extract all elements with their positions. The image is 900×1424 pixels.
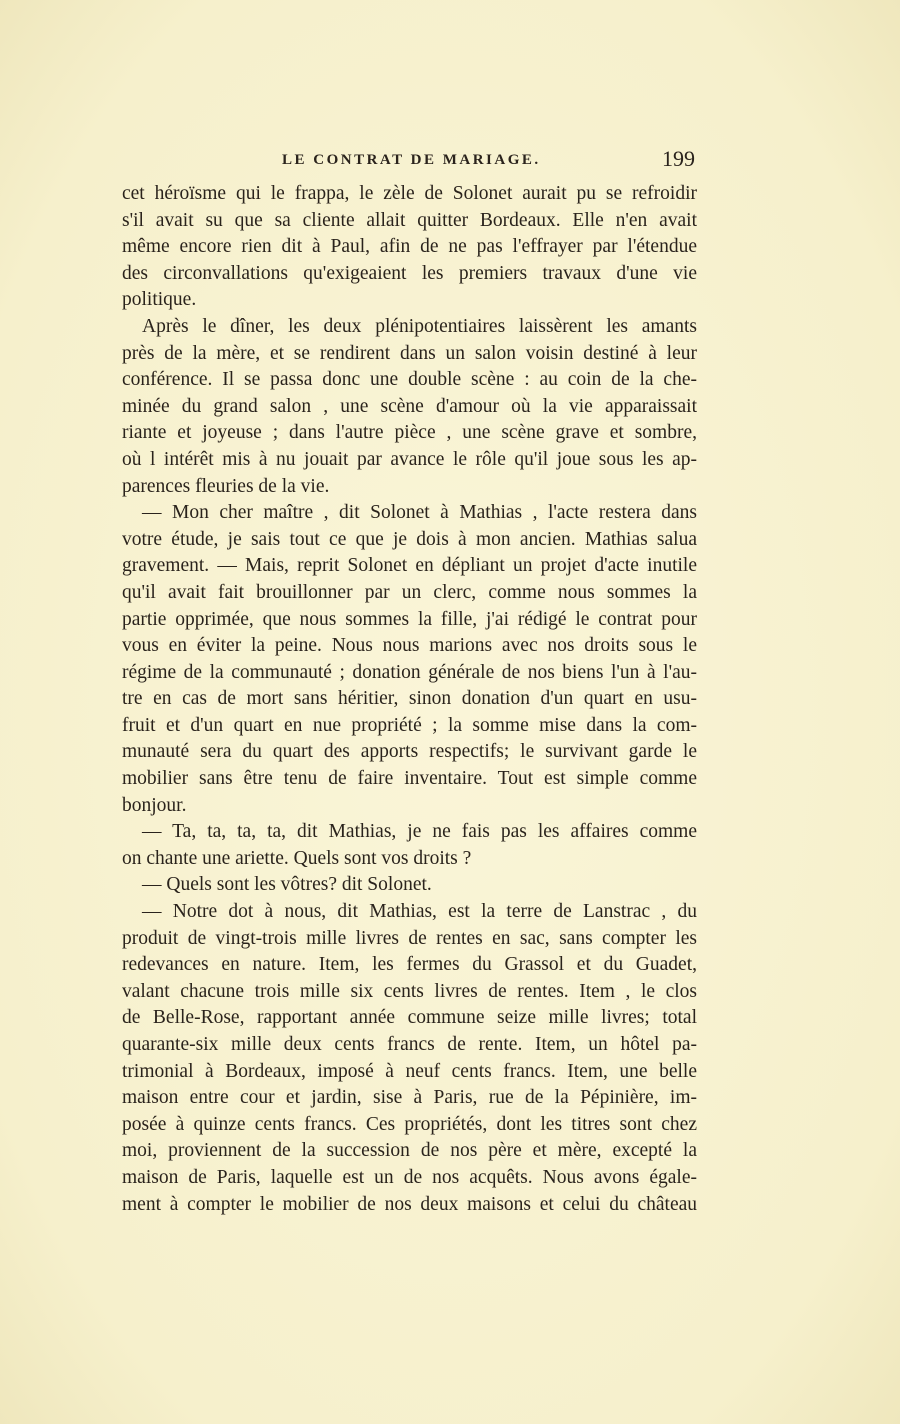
text-line: — Ta, ta, ta, ta, dit Mathias, je ne fais pas les affaires comme [142,821,697,843]
running-head [122,146,697,176]
text-line: maison de Paris, laquelle est un de nos acquêts. Nous avons égale- [122,1166,697,1188]
chapter-title: LE CONTRAT DE MARIAGE. [282,152,541,168]
text-line: gravement. — Mais, reprit Solonet en dépliant un projet d'acte inutile [122,555,697,577]
text-line: même encore rien dit à Paul, afin de ne pas l'effrayer par l'étendue [122,236,697,258]
text-line: quarante-six mille deux cents francs de rente. Item, un hôtel pa- [122,1034,697,1055]
text-line: cet héroïsme qui le frappa, le zèle de Solonet aurait pu se refroidir [122,183,697,204]
text-line: parences fleuries de la vie. [122,475,330,497]
text-line: — Quels sont les vôtres? dit Solonet. [142,874,432,896]
text-line: — Mon cher maître , dit Solonet à Mathias , l'acte restera dans [142,502,697,524]
body-text [122,181,697,1218]
text-line: où l intérêt mis à nu jouait par avance le rôle qu'il joue sous les ap- [122,448,697,470]
paragraph [122,500,697,819]
text-line: près de la mère, et se rendirent dans un salon voisin destiné à leur [122,342,697,364]
text-line: produit de vingt-trois mille livres de rentes en sac, sans compter les [122,927,697,949]
text-line: partie opprimée, que nous sommes la fille, j'ai rédigé le contrat pour [122,608,697,630]
paragraph [122,819,697,872]
text-line: bonjour. [122,794,187,816]
text-line: qu'il avait fait brouillonner par un clerc, comme nous sommes la [122,581,697,603]
paragraph [122,181,697,314]
text-line: moi, proviennent de la succession de nos père et mère, excepté la [122,1140,697,1162]
paragraph [122,899,697,1218]
text-line: vous en éviter la peine. Nous nous marions avec nos droits sous le [122,635,697,657]
page-number: 199 [662,146,695,171]
text-line: mobilier sans être tenu de faire inventaire. Tout est simple comme [122,768,697,790]
text-line: redevances en nature. Item, les fermes du Grassol et du Guadet, [122,954,697,976]
text-line: posée à quinze cents francs. Ces propriétés, dont les titres sont chez [122,1113,697,1135]
text-line: Après le dîner, les deux plénipotentiaires laissèrent les amants [142,315,697,337]
text-line: conférence. Il se passa donc une double scène : au coin de la che- [122,369,697,391]
text-line: on chante une ariette. Quels sont vos droits ? [122,847,472,869]
text-line: politique. [122,289,197,311]
paragraph [122,314,697,500]
text-line: s'il avait su que sa cliente allait quitter Bordeaux. Elle n'en avait [122,209,697,231]
text-line: fruit et d'un quart en nue propriété ; la somme mise dans la com- [122,714,697,736]
text-line: votre étude, je sais tout ce que je dois à mon ancien. Mathias salua [122,528,697,550]
text-line: tre en cas de mort sans héritier, sinon donation d'un quart en usu- [122,688,697,710]
text-line: de Belle-Rose, rapportant année commune seize mille livres; total [122,1007,697,1029]
text-line: des circonvallations qu'exigeaient les premiers travaux d'une vie [122,262,697,284]
text-line: ment à compter le mobilier de nos deux maisons et celui du château [122,1193,697,1215]
text-line: munauté sera du quart des apports respectifs; le survivant garde le [122,741,697,763]
text-line: régime de la communauté ; donation générale de nos biens l'un à l'au- [122,661,697,683]
text-line: trimonial à Bordeaux, imposé à neuf cents francs. Item, une belle [122,1060,697,1082]
text-line: minée du grand salon , une scène d'amour où la vie apparaissait [122,395,697,417]
paragraph [122,872,697,899]
text-line: riante et joyeuse ; dans l'autre pièce , une scène grave et sombre, [122,422,697,444]
text-line: valant chacune trois mille six cents livres de rentes. Item , le clos [122,980,697,1002]
text-line: — Notre dot à nous, dit Mathias, est la terre de Lanstrac , du [142,901,697,923]
text-line: maison entre cour et jardin, sise à Paris, rue de la Pépinière, im- [122,1087,697,1109]
